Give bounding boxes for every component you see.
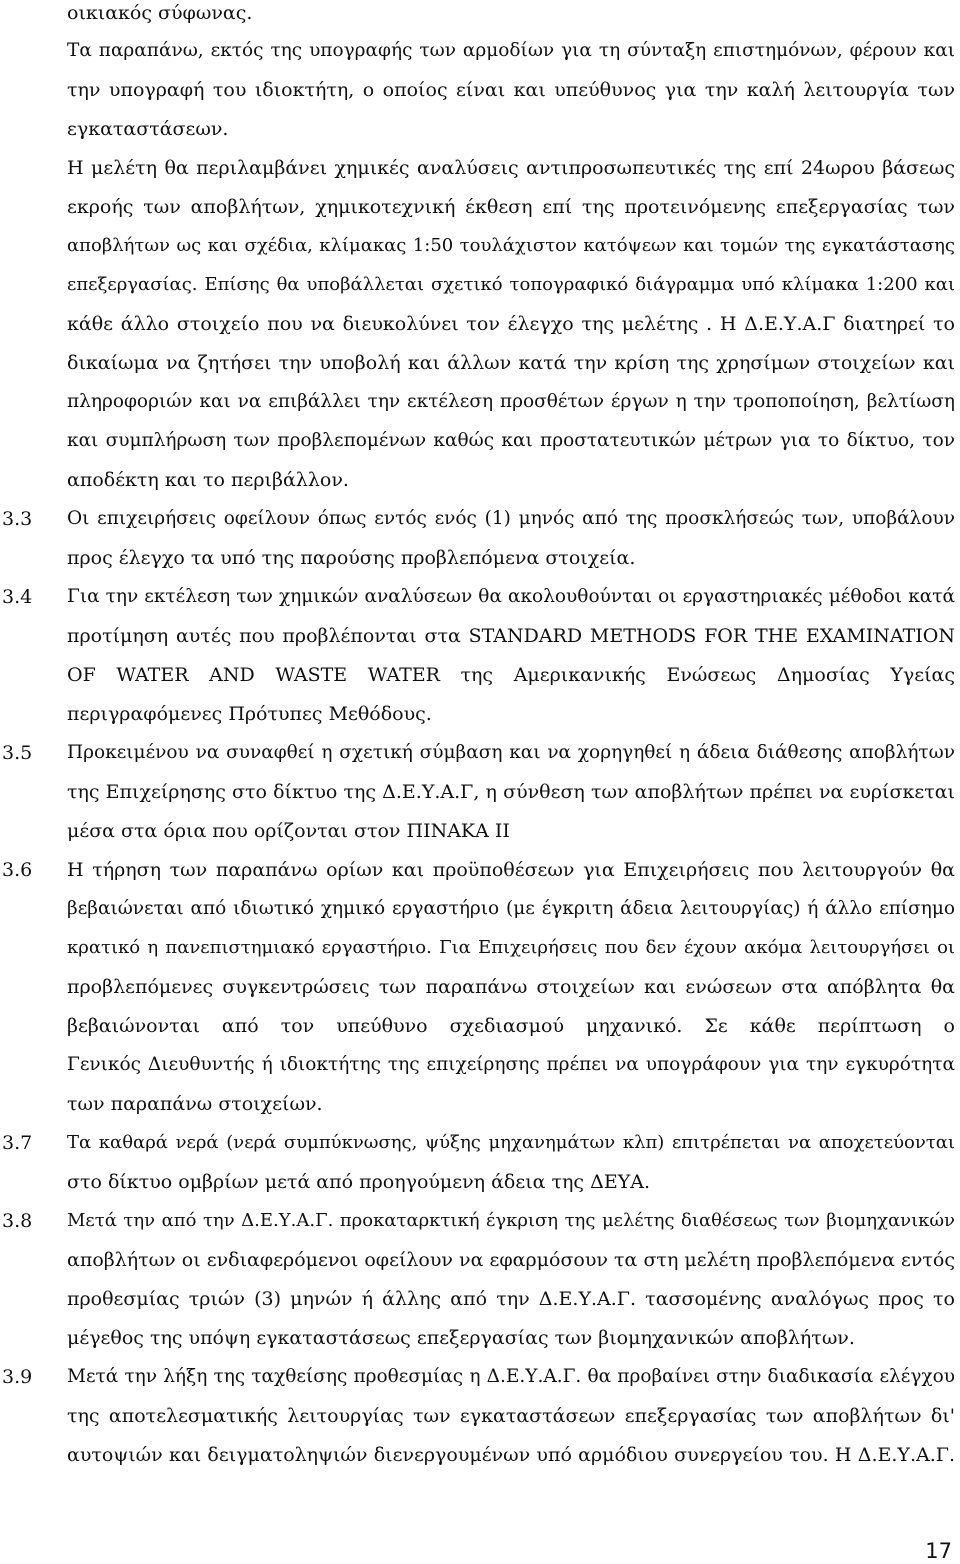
- section-number: 3.8: [2, 1210, 33, 1232]
- text-line: επεξεργασίας. Επίσης θα υποβάλλεται σχετικό τοπογραφικό διάγραμμα υπό κλίμακα 1:200 και: [67, 274, 955, 295]
- text-line: αποβλήτων οι ενδιαφερόμενοι οφείλουν να εφαρμόσουν τα στη μελέτη προβλεπόμενα εντός: [67, 1249, 955, 1271]
- text-line: Οι επιχειρήσεις οφείλουν όπως εντός ενός (1) μηνός από της προσκλήσεώς των, υποβάλουν: [67, 508, 955, 529]
- text-line: πληροφοριών και να επιβάλλει την εκτέλεση προσθέτων έργων η την τροποποίηση, βελτίωση: [67, 391, 955, 412]
- text-line: εγκαταστάσεων.: [67, 118, 229, 140]
- text-line: δικαίωμα να ζητήσει την υποβολή και άλλων κατά την κρίση της χρησίμων στοιχείων και: [67, 352, 955, 374]
- text-line: προθεσμίας τριών (3) μηνών ή άλλης από την Δ.Ε.Υ.Α.Γ. τασσομένης αναλόγως προς το: [67, 1288, 955, 1310]
- text-line: προτίμηση αυτές που προβλέπονται στα STANDARD METHODS FOR THE EXAMINATION: [67, 625, 955, 647]
- text-line: προς έλεγχο τα υπό της παρούσης προβλεπόμενα στοιχεία.: [67, 547, 636, 569]
- text-line: Τα παραπάνω, εκτός της υπογραφής των αρμοδίων για τη σύνταξη επιστημόνων, φέρουν και: [67, 40, 955, 61]
- section-number: 3.6: [2, 859, 33, 881]
- text-line: της Επιχείρησης στο δίκτυο της Δ.Ε.Υ.Α.Γ, η σύνθεση των αποβλήτων πρέπει να ευρίσκεται: [67, 781, 955, 803]
- text-line: Τα καθαρά νερά (νερά συμπύκνωσης, ψύξης μηχανημάτων κλπ) επιτρέπεται να αποχετεύονται: [67, 1132, 955, 1153]
- text-line: περιγραφόμενες Πρότυπες Μεθόδους.: [67, 703, 432, 725]
- text-line: οικιακός σύφωνας.: [67, 2, 253, 24]
- text-line: στο δίκτυο ομβρίων μετά από προηγούμενη άδεια της ΔΕΥΑ.: [67, 1171, 650, 1193]
- text-line: Μετά την από την Δ.Ε.Υ.Α.Γ. προκαταρκτική έγκριση της μελέτης διαθέσεως των βιομηχανικών: [67, 1210, 955, 1231]
- text-line: την υπογραφή του ιδιοκτήτη, ο οποίος είναι και υπεύθυνος για την καλή λειτουργία των: [67, 79, 955, 101]
- text-line: OF WATER AND WASTE WATER της Αμερικανικής Ενώσεως Δημοσίας Υγείας: [67, 664, 955, 686]
- text-line: Προκειμένου να συναφθεί η σχετική σύμβαση και να χορηγηθεί η άδεια διάθεσης αποβλήτων: [67, 742, 955, 763]
- page-number: 17: [925, 1539, 952, 1563]
- text-line: κρατικό η πανεπιστημιακό εργαστήριο. Για Επιχειρήσεις που δεν έχουν ακόμα λειτουργήσει οι: [67, 937, 955, 958]
- text-line: της αποτελεσματικής λειτουργίας των εγκαταστάσεων επεξεργασίας των αποβλήτων δι': [67, 1405, 955, 1427]
- section-number: 3.3: [2, 508, 33, 530]
- section-number: 3.7: [2, 1132, 33, 1154]
- text-line: Η τήρηση των παραπάνω ορίων και προϋποθέσεων για Επιχειρήσεις που λειτουργούν θα: [67, 859, 955, 881]
- text-line: Γενικός Διευθυντής ή ιδιοκτήτης της επιχείρησης πρέπει να υπογράφουν για την εγκυρότητα: [67, 1054, 955, 1075]
- text-line: μέσα στα όρια που ορίζονται στον ΠΙΝΑΚΑ ΙΙ: [67, 820, 510, 842]
- text-line: κάθε άλλο στοιχείο που να διευκολύνει τον έλεγχο της μελέτης . Η Δ.Ε.Υ.Α.Γ διατηρεί το: [67, 313, 955, 335]
- text-line: αποδέκτη και το περιβάλλον.: [67, 469, 349, 491]
- section-number: 3.4: [2, 586, 33, 608]
- text-line: Μετά την λήξη της ταχθείσης προθεσμίας η Δ.Ε.Υ.Α.Γ. θα προβαίνει στην διαδικασία ελέγχου: [67, 1366, 955, 1387]
- text-line: αποβλήτων ως και σχέδια, κλίμακας 1:50 τουλάχιστον κατόψεων και τομών της εγκατάστασης: [67, 235, 955, 256]
- text-line: Η μελέτη θα περιλαμβάνει χημικές αναλύσεις αντιπροσωπευτικές της επί 24ωρου βάσεως: [67, 157, 955, 179]
- text-line: και συμπλήρωση των προβλεπομένων καθώς και προστατευτικών μέτρων για το δίκτυο, τον: [67, 430, 955, 451]
- text-line: αυτοψιών και δειγματοληψιών διενεργουμένων υπό αρμόδιου συνεργείου του. Η Δ.Ε.Υ.Α.Γ.: [67, 1444, 955, 1466]
- text-line: Για την εκτέλεση των χημικών αναλύσεων θα ακολουθούνται οι εργαστηριακές μέθοδοι κατά: [67, 586, 955, 607]
- section-number: 3.5: [2, 742, 33, 764]
- text-line: εκροής των αποβλήτων, χημικοτεχνική έκθεση επί της προτεινόμενης επεξεργασίας των: [67, 196, 955, 218]
- text-line: προβλεπόμενες συγκεντρώσεις των παραπάνω στοιχείων και ενώσεων στα απόβλητα θα: [67, 976, 955, 998]
- section-number: 3.9: [2, 1366, 33, 1388]
- text-line: βεβαιώνεται από ιδιωτικό χημικό εργαστήριο (με έγκριτη άδεια λειτουργίας) ή άλλο επίσημο: [67, 898, 955, 919]
- text-line: των παραπάνω στοιχείων.: [67, 1093, 323, 1115]
- text-line: μέγεθος της υπόψη εγκαταστάσεως επεξεργασίας των βιομηχανικών αποβλήτων.: [67, 1327, 855, 1349]
- text-line: βεβαιώνονται από τον υπεύθυνο σχεδιασμού μηχανικό. Σε κάθε περίπτωση ο: [67, 1015, 955, 1037]
